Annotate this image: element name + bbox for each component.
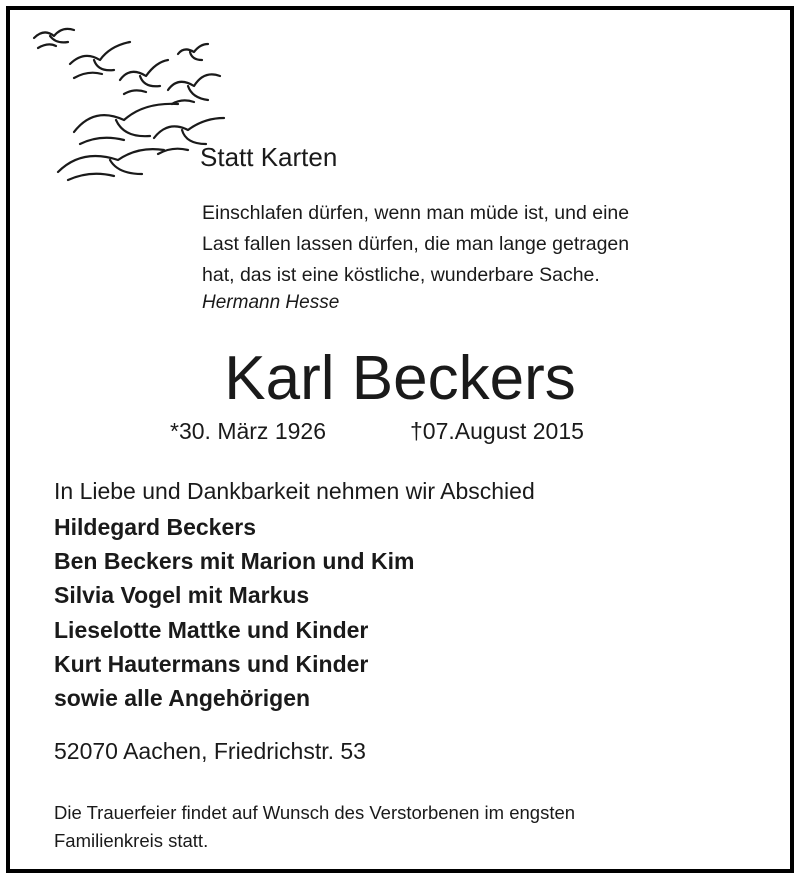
- birth-date: *30. März 1926: [170, 418, 326, 444]
- notice-line: Familienkreis statt.: [54, 830, 209, 851]
- quote: [202, 198, 772, 291]
- quote-line: Last fallen lassen dürfen, die man lange getragen: [202, 233, 630, 255]
- death-date: †07.August 2015: [410, 418, 584, 444]
- mourner-item: sowie alle Angehörigen: [54, 685, 311, 712]
- quote-line: Einschlafen dürfen, wenn man müde ist, und eine: [202, 202, 630, 224]
- quote-author: Hermann Hesse: [202, 292, 340, 313]
- mourner-item: Kurt Hautermans und Kinder: [54, 650, 369, 677]
- address: 52070 Aachen, Friedrichstr. 53: [54, 738, 366, 764]
- mourner-item: Silvia Vogel mit Markus: [54, 582, 310, 609]
- quote-line: hat, das ist eine köstliche, wunderbare Sache.: [202, 264, 600, 286]
- funeral-notice: [54, 799, 774, 855]
- farewell-line: In Liebe und Dankbarkeit nehmen wir Abschied: [54, 478, 535, 504]
- deceased-name: Karl Beckers: [224, 344, 576, 413]
- notice-line: Die Trauerfeier findet auf Wunsch des Verstorbenen im engsten: [54, 802, 576, 823]
- mourners-list: [54, 510, 414, 715]
- mourner-item: Lieselotte Mattke und Kinder: [54, 616, 369, 643]
- heading-statt-karten: Statt Karten: [200, 142, 338, 172]
- mourner-item: Hildegard Beckers: [54, 514, 256, 540]
- mourner-item: Ben Beckers mit Marion und Kim: [54, 548, 415, 575]
